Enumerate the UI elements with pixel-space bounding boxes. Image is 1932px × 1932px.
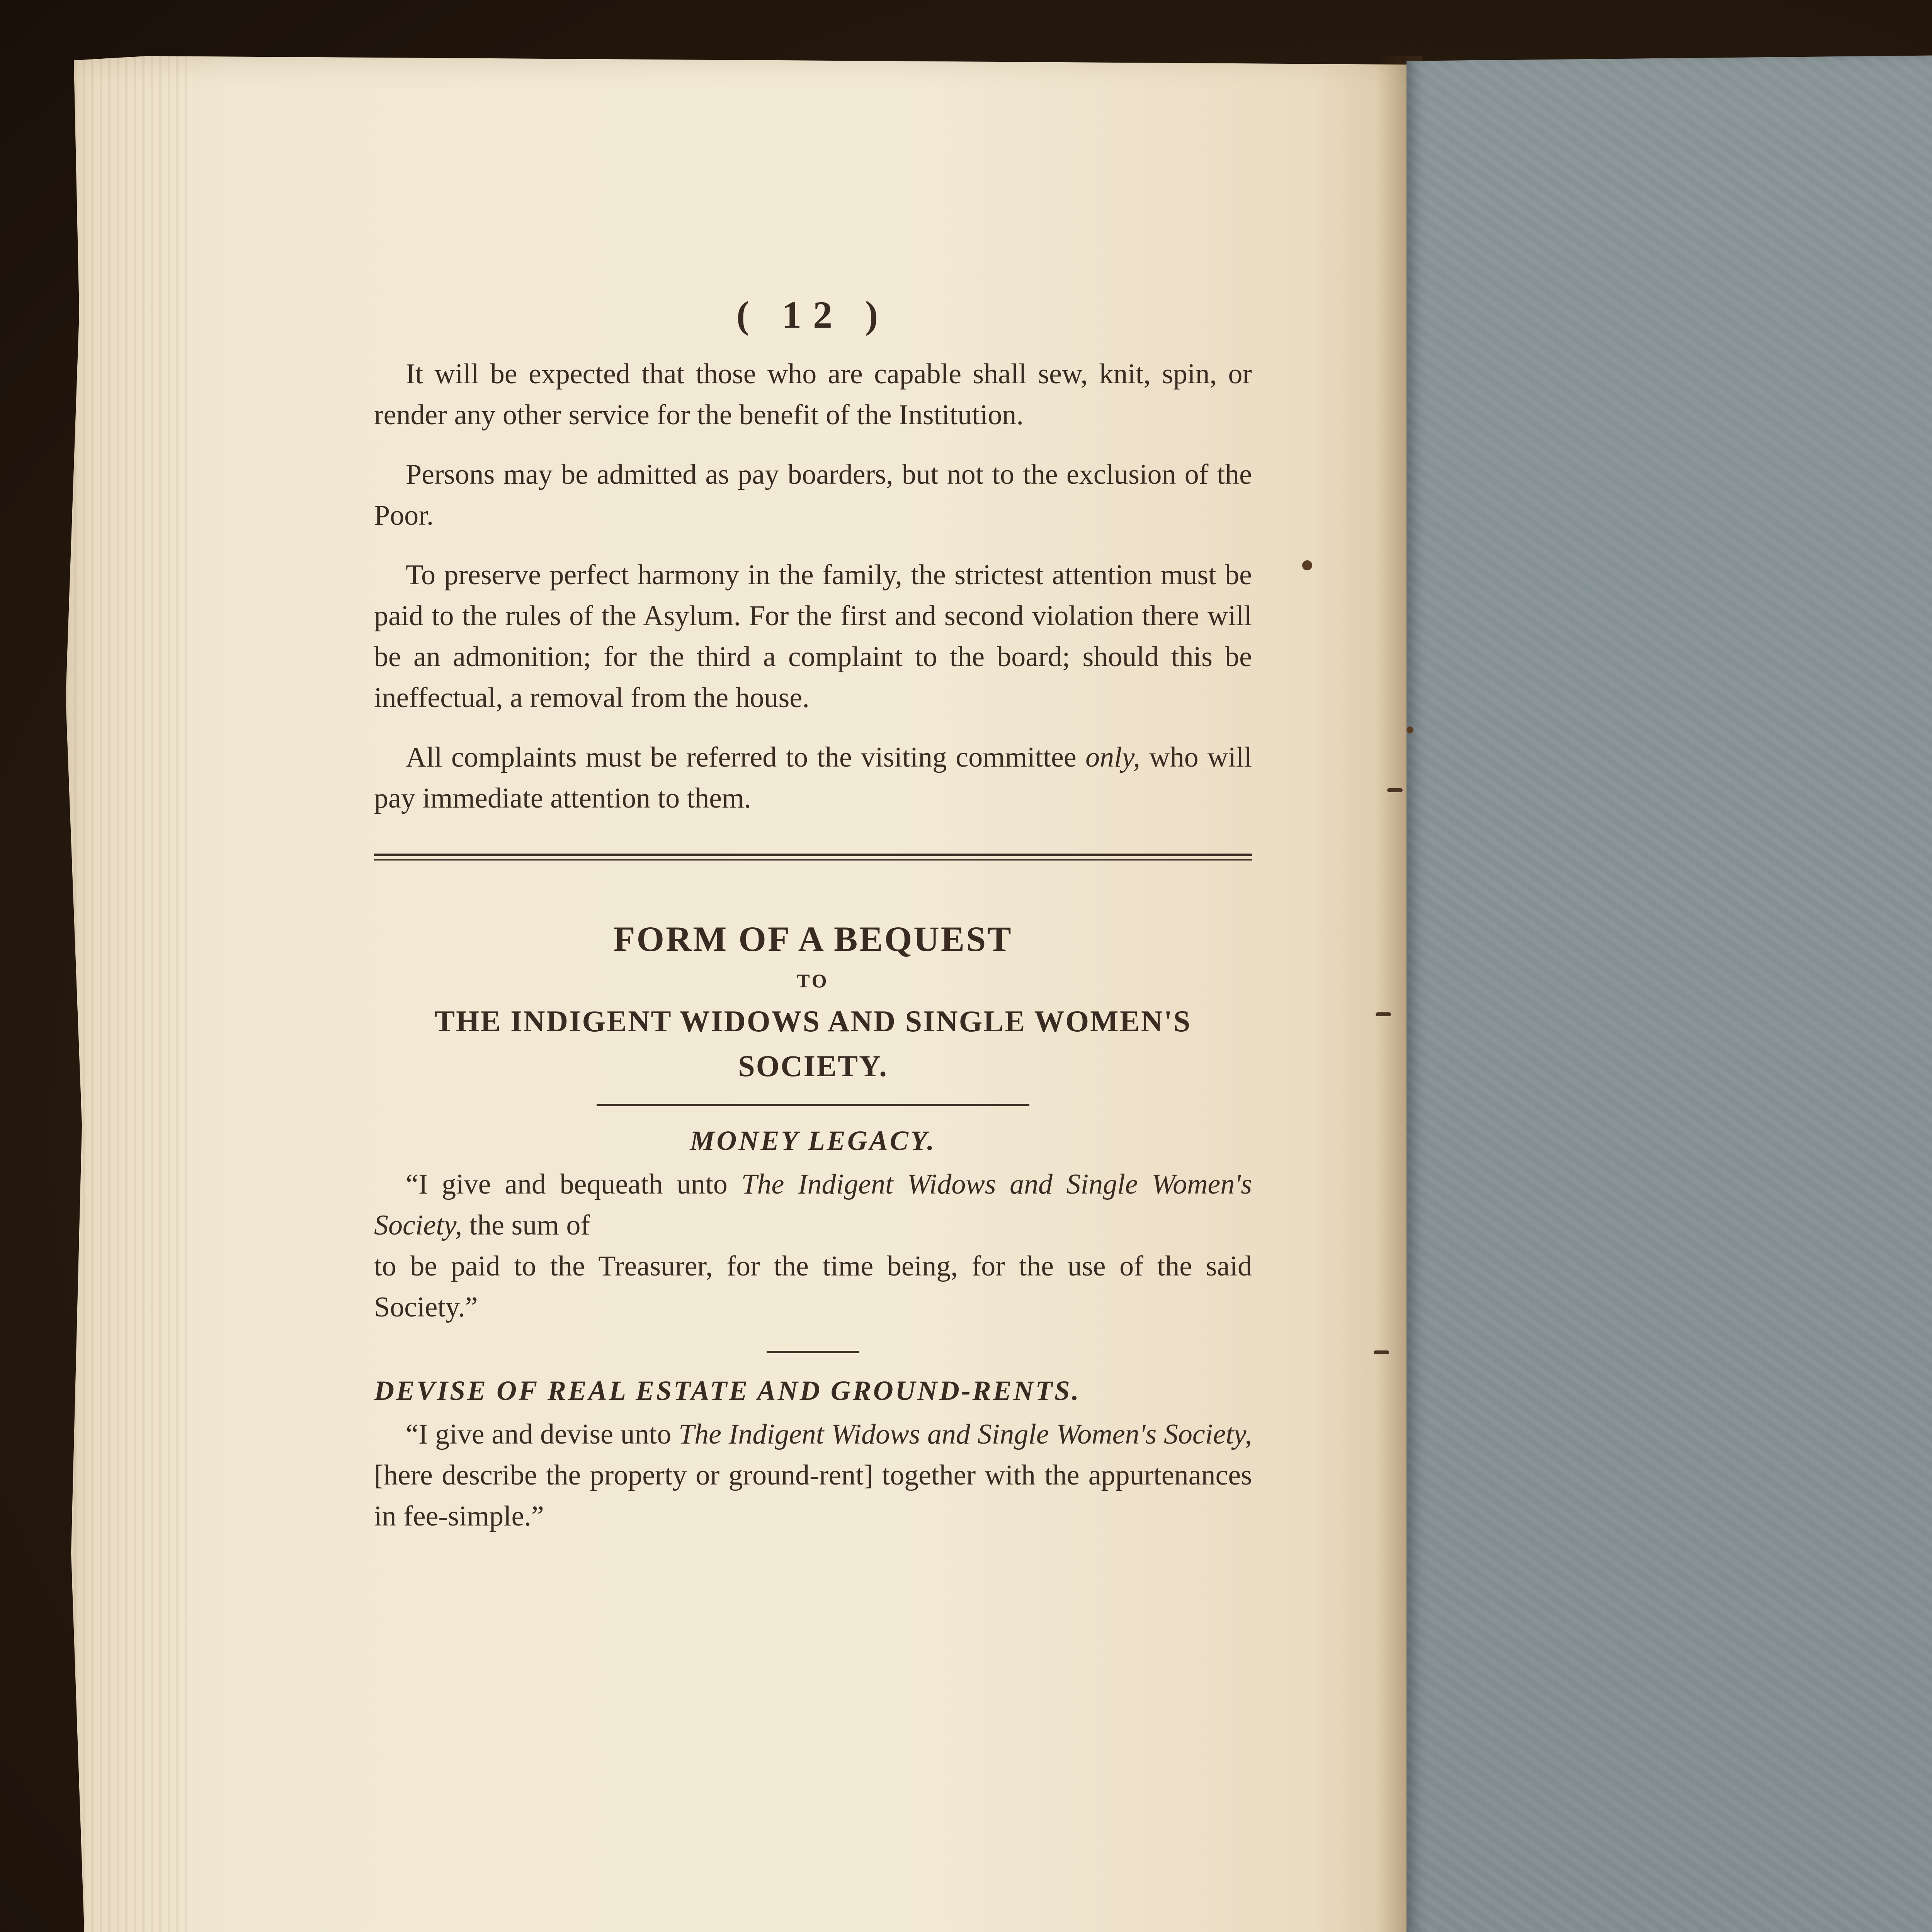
devise-title: DEVISE OF REAL ESTATE AND GROUND-RENTS. — [374, 1375, 1081, 1406]
bequest-heading: FORM OF A BEQUEST — [613, 919, 1013, 959]
devise-society-name: The Indigent Widows and Single Women's Society, — [678, 1418, 1252, 1450]
paragraph-harmony-rules: To preserve perfect harmony in the family, the strictest attention must be paid to the rules of the Asylum. For the first and second violation there will be an admonition; for the third a complaint to the board; should this be ineffectual, a removal from the house. — [374, 559, 1252, 714]
money-legacy-rest: to be paid to the Treasurer, for the time being, for the use of the said Society.” — [374, 1250, 1252, 1323]
complaints-text-start: All complaints must be referred to the visiting committee — [406, 742, 1077, 773]
rule-divider — [597, 1104, 1029, 1106]
paper-spot — [1406, 726, 1413, 733]
paper-spot — [1302, 560, 1312, 570]
right-page-blank-cover — [1406, 50, 1932, 1932]
page-edge-stack — [66, 56, 193, 1932]
short-rule-divider — [767, 1351, 859, 1353]
money-legacy-society-name: The Indigent Widows and Single Women's Society, — [374, 1168, 1252, 1241]
devise-text — [374, 1414, 1252, 1537]
money-legacy-lead: “I give and bequeath unto — [406, 1168, 728, 1200]
complaints-emphasis: only, — [1085, 742, 1140, 773]
money-legacy-text — [374, 1164, 1252, 1328]
devise-lead: “I give and devise unto — [406, 1418, 672, 1450]
printed-text-block — [374, 292, 1252, 1555]
binding-stitch — [1374, 1350, 1389, 1354]
money-legacy-title: MONEY LEGACY. — [690, 1125, 936, 1156]
double-rule-divider — [374, 854, 1252, 861]
money-legacy-mid: the sum of — [469, 1209, 590, 1241]
binding-stitch — [1387, 788, 1403, 792]
page-number: ( 12 ) — [736, 293, 890, 336]
paper-texture — [1406, 50, 1932, 1932]
paragraph-pay-boarders: Persons may be admitted as pay boarders, but not to the exclusion of the Poor. — [374, 459, 1252, 531]
bequest-heading-to: TO — [797, 970, 829, 992]
paragraph-complaints — [374, 737, 1252, 819]
paragraph-service: It will be expected that those who are capable shall sew, knit, spin, or render any other service for the benefit of the Institution. — [374, 358, 1252, 431]
complaints-text-end: who will pay immediate attention to them. — [374, 742, 1252, 814]
binding-stitch — [1376, 1012, 1391, 1016]
society-heading: THE INDIGENT WIDOWS AND SINGLE WOMEN'S SOCIETY. — [434, 1004, 1192, 1083]
devise-rest: [here describe the property or ground-rent] together with the appurtenances in fee-simple.” — [374, 1459, 1252, 1532]
